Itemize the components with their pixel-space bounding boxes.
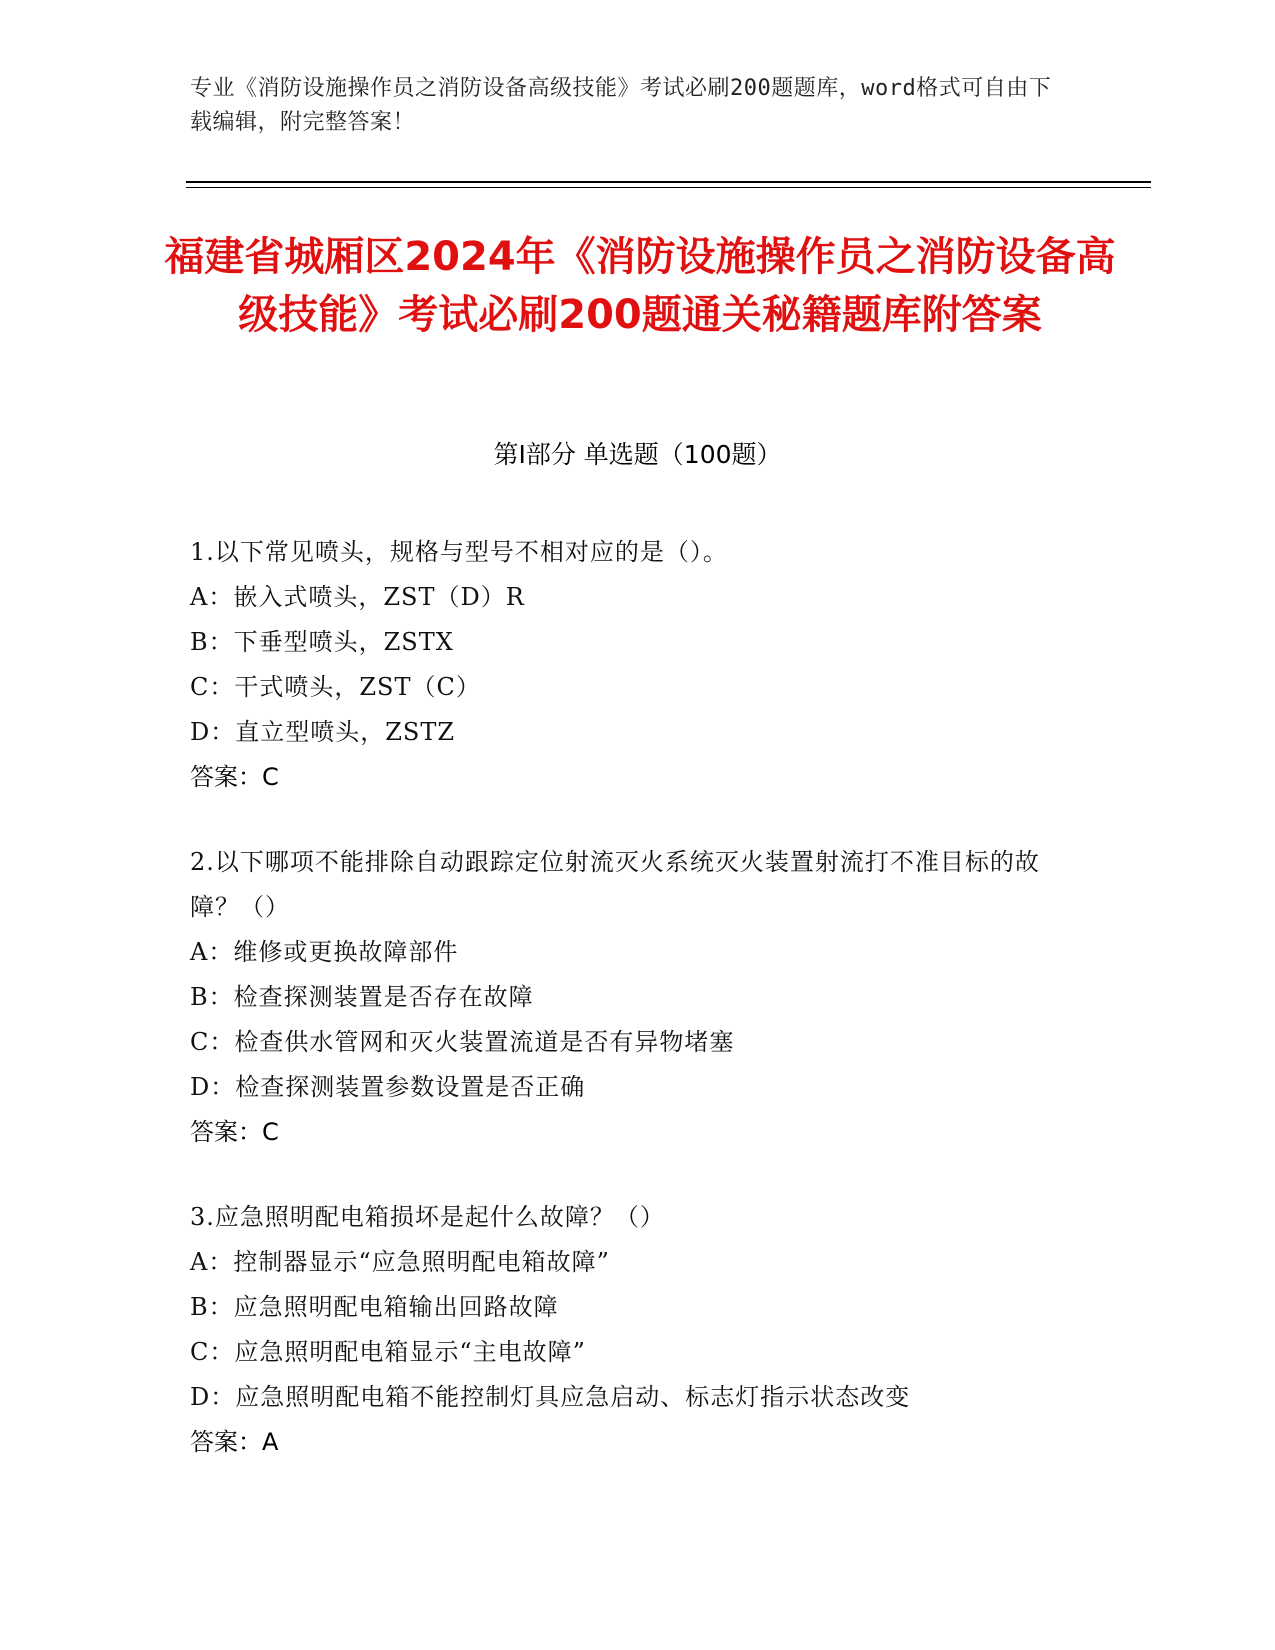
document-title: 福建省城厢区2024年《消防设施操作员之消防设备高级技能》考试必刷200题通关秘籍题库附答案 — [164, 234, 1116, 338]
question-3 — [190, 1195, 1070, 1465]
answer: 答案：A — [190, 1428, 279, 1456]
question-2 — [190, 840, 1070, 1155]
header-note: 专业《消防设施操作员之消防设备高级技能》考试必刷200题题库，word格式可自由下载编辑，附完整答案！ — [190, 76, 1052, 135]
header-divider-thick — [186, 181, 1151, 183]
option-c: C：干式喷头，ZST（C） — [190, 673, 481, 701]
question-stem: 1.以下常见喷头，规格与型号不相对应的是（）。 — [190, 538, 728, 566]
section-heading: 第Ⅰ部分 单选题（100题） — [493, 440, 782, 469]
answer: 答案：C — [190, 763, 279, 791]
option-d: D：直立型喷头，ZSTZ — [190, 718, 456, 746]
question-1 — [190, 530, 1070, 800]
question-stem: 2.以下哪项不能排除自动跟踪定位射流灭火系统灭火装置射流打不准目标的故障？（） — [190, 848, 1040, 921]
option-b: B：下垂型喷头，ZSTX — [190, 628, 454, 656]
option-d: D：应急照明配电箱不能控制灯具应急启动、标志灯指示状态改变 — [190, 1383, 911, 1411]
question-list — [190, 530, 1070, 1505]
option-a: A：维修或更换故障部件 — [190, 938, 459, 966]
header-divider-thin — [186, 187, 1151, 188]
option-c: C：检查供水管网和灭火装置流道是否有异物堵塞 — [190, 1028, 735, 1056]
option-c: C：应急照明配电箱显示“主电故障” — [190, 1338, 586, 1366]
question-stem: 3.应急照明配电箱损坏是起什么故障？（） — [190, 1203, 665, 1231]
option-b: B：检查探测装置是否存在故障 — [190, 983, 534, 1011]
option-a: A：嵌入式喷头，ZST（D）R — [190, 583, 525, 611]
answer: 答案：C — [190, 1118, 279, 1146]
option-a: A：控制器显示“应急照明配电箱故障” — [190, 1248, 610, 1276]
option-d: D：检查探测装置参数设置是否正确 — [190, 1073, 586, 1101]
option-b: B：应急照明配电箱输出回路故障 — [190, 1293, 559, 1321]
